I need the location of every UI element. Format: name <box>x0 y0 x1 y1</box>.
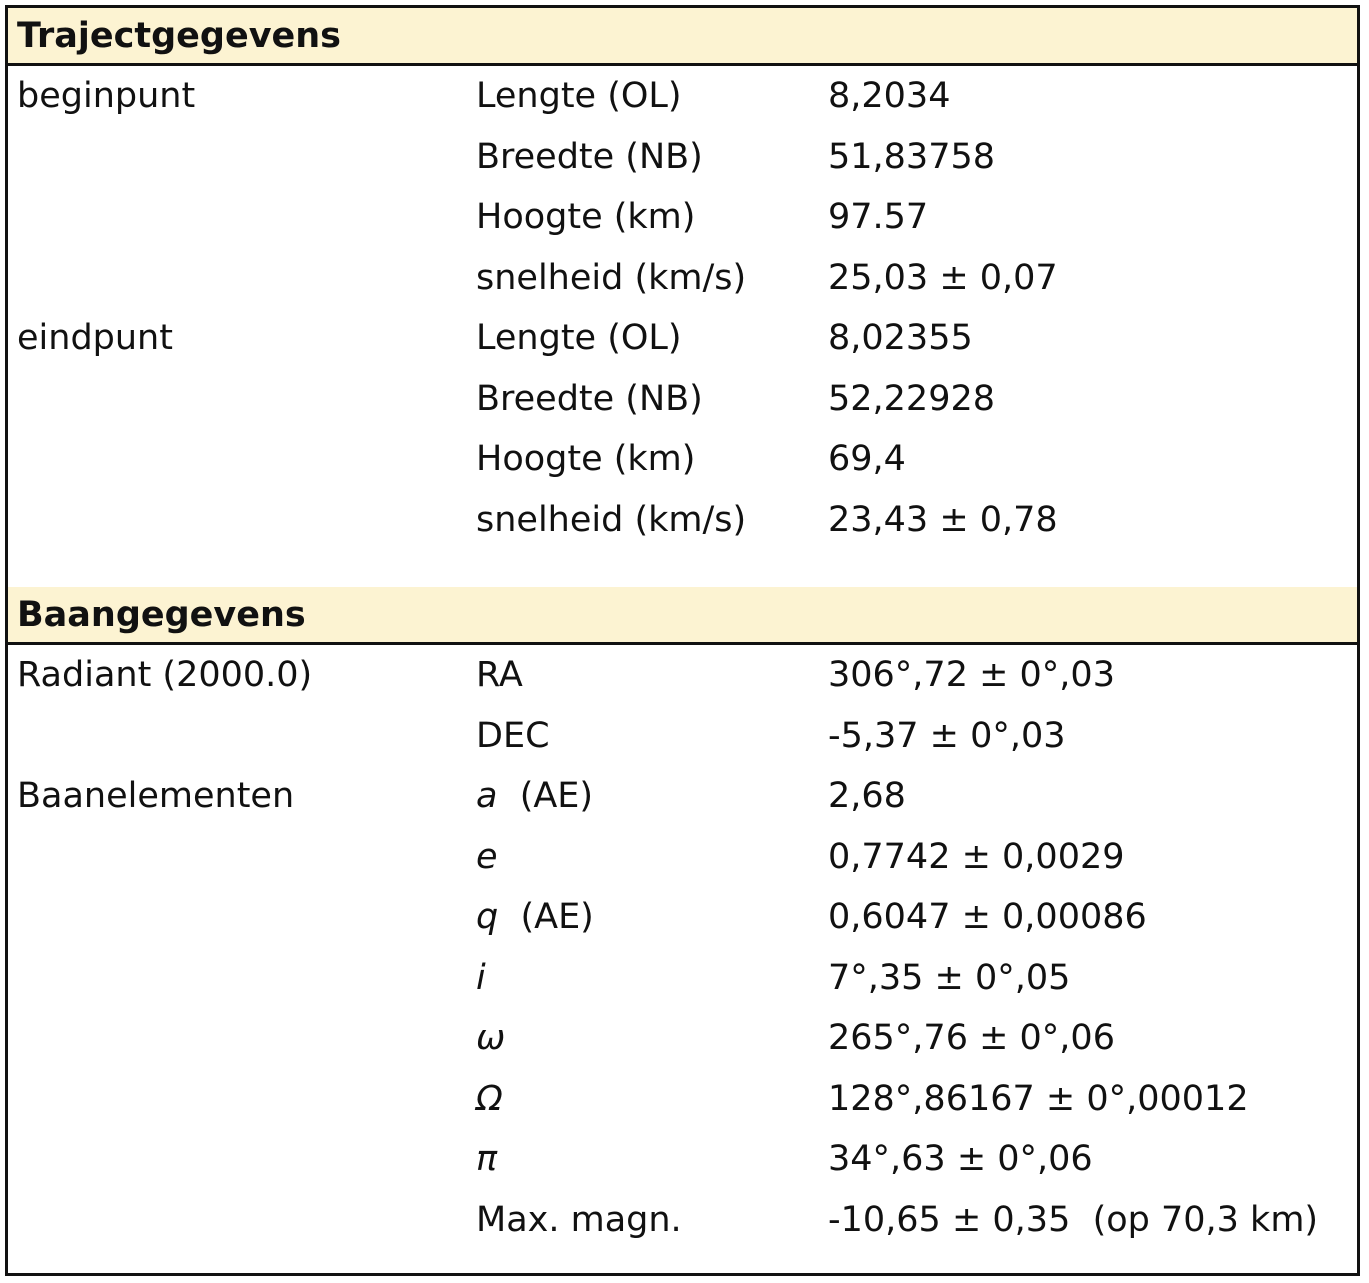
param-label <box>476 766 593 827</box>
trajectory-section-header <box>8 8 1357 66</box>
group-label: beginpunt <box>17 76 196 116</box>
param-value: -10,65 ± 0,35 (op 70,3 km) <box>828 1199 1319 1240</box>
param-value: 306°,72 ± 0°,03 <box>828 655 1115 695</box>
param-label: Lengte (OL) <box>476 318 682 358</box>
orbit-section-header <box>8 587 1357 645</box>
param-value: 34°,63 ± 0°,06 <box>828 1139 1093 1179</box>
param-symbol: q <box>476 897 499 937</box>
param-label <box>476 706 550 767</box>
param-value: 69,4 <box>828 439 906 479</box>
table-row <box>8 948 1357 1009</box>
param-value: 25,03 ± 0,07 <box>828 257 1058 298</box>
group-label: Baanelementen <box>17 776 295 816</box>
trajectory-title: Trajectgegevens <box>17 15 342 56</box>
table-row <box>8 766 1357 827</box>
table-row <box>8 1008 1357 1069</box>
param-label: Hoogte (km) <box>476 439 696 479</box>
param-label: Breedte (NB) <box>476 136 703 177</box>
param-value: 7°,35 ± 0°,05 <box>828 957 1071 998</box>
orbit-title: Baangegevens <box>17 594 306 635</box>
param-label <box>476 645 523 706</box>
param-label <box>476 948 486 1009</box>
table-row <box>8 1190 1357 1251</box>
table-row <box>8 187 1357 248</box>
param-symbol: a <box>476 776 498 816</box>
param-value: 51,83758 <box>828 136 996 177</box>
group-label: eindpunt <box>17 318 173 358</box>
param-unit: DEC <box>476 715 550 756</box>
table-row <box>8 369 1357 430</box>
param-value: -5,37 ± 0°,03 <box>828 715 1066 756</box>
meteor-data-table <box>5 5 1360 1276</box>
table-row <box>8 429 1357 490</box>
param-value: 0,6047 ± 0,00086 <box>828 897 1147 937</box>
table-row <box>8 1069 1357 1130</box>
param-value: 8,2034 <box>828 76 951 116</box>
param-symbol: e <box>476 836 498 877</box>
param-symbol: ω <box>476 1018 506 1058</box>
param-label: Breedte (NB) <box>476 378 703 419</box>
param-value: 265°,76 ± 0°,06 <box>828 1018 1115 1058</box>
section-spacer <box>8 550 1357 587</box>
param-label <box>476 1069 503 1130</box>
param-unit: Max. magn. <box>476 1199 682 1240</box>
param-symbol: i <box>476 957 486 998</box>
table-row <box>8 645 1357 706</box>
param-value: 128°,86167 ± 0°,00012 <box>828 1078 1249 1119</box>
param-value: 23,43 ± 0,78 <box>828 499 1058 540</box>
param-value: 52,22928 <box>828 378 996 419</box>
table-row <box>8 66 1357 127</box>
param-label: snelheid (km/s) <box>476 499 747 540</box>
param-value: 97.57 <box>828 197 929 237</box>
param-unit: (AE) <box>498 897 594 937</box>
table-row <box>8 887 1357 948</box>
table-row <box>8 706 1357 767</box>
param-label: Lengte (OL) <box>476 76 682 116</box>
param-value: 0,7742 ± 0,0029 <box>828 836 1125 877</box>
param-label: snelheid (km/s) <box>476 257 747 298</box>
param-label <box>476 887 594 948</box>
table-row <box>8 490 1357 551</box>
param-label: Hoogte (km) <box>476 197 696 237</box>
table-row <box>8 1129 1357 1190</box>
table-row <box>8 248 1357 309</box>
table-row <box>8 127 1357 188</box>
param-value: 2,68 <box>828 776 906 816</box>
group-label: Radiant (2000.0) <box>17 655 313 695</box>
param-unit: RA <box>476 655 523 695</box>
param-label <box>476 827 498 888</box>
param-label <box>476 1129 497 1190</box>
param-unit: (AE) <box>497 776 594 816</box>
table-row <box>8 827 1357 888</box>
table-row <box>8 308 1357 369</box>
param-label <box>476 1190 682 1251</box>
param-label <box>476 1008 505 1069</box>
param-symbol: π <box>476 1139 498 1179</box>
param-symbol: Ω <box>476 1078 503 1119</box>
param-value: 8,02355 <box>828 318 973 358</box>
